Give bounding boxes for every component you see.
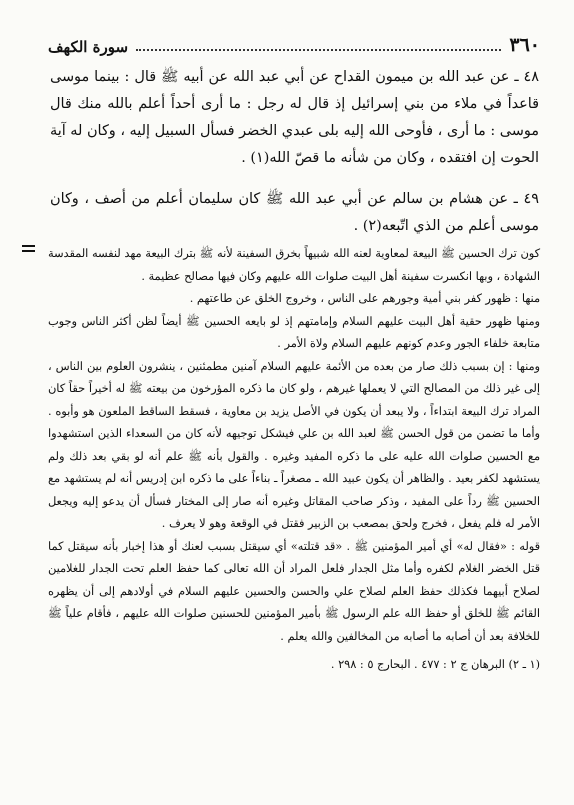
footnote-paragraph: ومنها : إن بسبب ذلك صار من بعده من الأئمة عليهم السلام آمنين مطمئنين ، ينشرون العلوم بين الناس ، إلى غير ذلك من المصالح التي لا يعملها غيرهم ، ولو كان ما ذكره المؤرخون من بيعته ﷺ له أخيراً حقاً كان المراد ترك البيعة ابتداءاً ، ولا يبعد أن يكون في الأصل يزيد بن معاوية ، فسقط الساقط الملعون هو وأبوه . وأما ما تضمن من قول الحسن ﷺ لعبد الله بن علي فيشكل توجيهه لأنه كان من السعداء الذين استشهدوا مع الحسين صلوات الله عليه على ما ذكره المفيد وغيره . والقول بأنه ﷺ علم أنه لو بقي بعد ذلك ولم يستشهد لكفر بعيد . والظاهر أن يكون عبيد الله ـ مصغراً ـ بناءاً على ما ذكره ابن إدريس أنه لم يستشهد مع الحسين ﷺ رداً على المفيد ، وذكر صاحب المقاتل وغيره أنه صار إلى المختار فسأل أن يدعو إليه ويجعل الأمر له فلم يفعل ، فخرج ولحق بمصعب بن الزبير فقتل في الوقعة وهو لا يعرف . [48, 359, 541, 530]
footnotes [48, 243, 540, 677]
hadith-48: ٤٨ ـ عن عبد الله بن ميمون القداح عن أبي عبد الله عن أبيه ﷺ قال : بينما موسى قاعداً في ملاء من بني إسرائيل إذ قال له رجل : ما أرى أحداً أعلم بالله منك قال موسى : ما أرى ، فأوحى الله إليه بلى عبدي الخضر فسأل السبيل إليه ، وكان له آية الحوت إن افتقده ، وكان من شأنه ما قصّ الله(١) . [50, 69, 539, 166]
page-header [48, 30, 540, 56]
footnote-paragraph: كون ترك الحسين ﷺ البيعة لمعاوية لعنه الله شبيهاً بخرق السفينة لأنه ﷺ بترك البيعة مهد لنفسه المقدسة الشهادة ، وبها انكسرت سفينة أهل البيت صلوات الله عليهم وكان فيها مصالح عظيمة . [48, 247, 540, 283]
header-dotted-leader [136, 49, 501, 51]
footnote-continuation-mark [22, 245, 35, 247]
footnote-paragraph: ومنها ظهور حقية أهل البيت عليهم السلام وإمامتهم إذ لو بايعه الحسين ﷺ أيضاً لظن أكثر الناس وجوب متابعة خلفاء الجور وعدم كونهم عليهم السلام ولاة الأمر . [48, 314, 540, 350]
source-reference: (١ ـ ٢) البرهان ج ٢ : ٤٧٧ . البحارج ٥ : ٢٩٨ . [330, 658, 540, 671]
page-number: ٣٦٠ [509, 34, 540, 56]
footnote-paragraph: قوله : «فقال له» أي أمير المؤمنين ﷺ . «قد قتلته» أي سيقتل بسبب لعنك أو هذا إخبار بأنه سيقتل كما قتل الخضر الغلام لكفره وأما مثل الجدار فلعل المراد أن الله تعالى كما حفظ العلم تحت الجدار للغلامين لصلاح أبيهما فكذلك حفظ العلم لصلاح علي والحسن والحسين عليهم السلام في أولادهم إلى أن يظهره القائم ﷺ للخلق أو حفظ الله علم الرسول ﷺ بأمير المؤمنين للحسنين صلوات الله عليهم ، فأقام علياً ﷺ للخلافة بعد أن أصابه ما أصابه من المخالفين والله يعلم . [48, 539, 540, 643]
footnote-paragraph: منها : ظهور كفر بني أمية وجورهم على الناس ، وخروج الخلق عن طاعتهم . [189, 292, 540, 305]
main-text [50, 64, 539, 254]
hadith-49: ٤٩ ـ عن هشام بن سالم عن أبي عبد الله ﷺ كان سليمان أعلم من أصف ، وكان موسى أعلم من الذي اتّبعه(٢) . [50, 191, 539, 234]
surah-title: سورة الكهف [48, 38, 129, 56]
